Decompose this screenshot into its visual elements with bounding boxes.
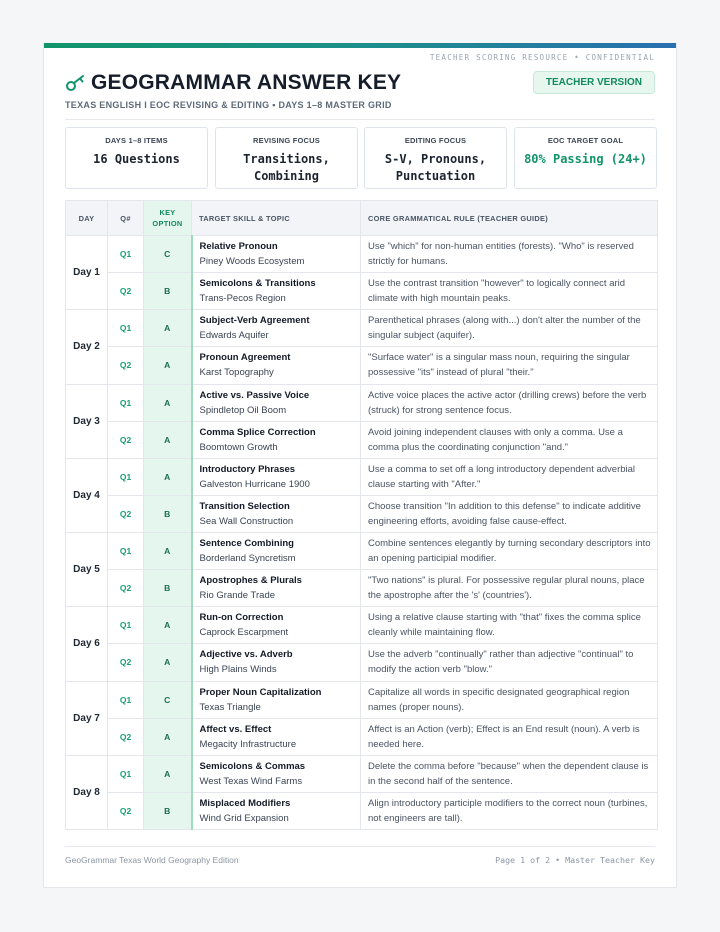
day-cell: Day 5 <box>66 533 108 607</box>
question-number: Q2 <box>108 347 144 384</box>
rule-cell: Parenthetical phrases (along with...) don't alter the number of the singular subject (aquifer). <box>361 310 658 347</box>
table-row <box>66 273 658 310</box>
skill-cell <box>192 570 361 607</box>
stat-label: REVISING FOCUS <box>253 136 320 145</box>
key-icon <box>65 74 87 92</box>
header-rule: CORE GRAMMATICAL RULE (TEACHER GUIDE) <box>361 201 658 236</box>
skill-cell <box>192 533 361 570</box>
day-cell: Day 3 <box>66 384 108 458</box>
table-header-row <box>66 201 658 236</box>
rule-cell: Capitalize all words in specific designated geographical region names (proper nouns). <box>361 681 658 718</box>
question-number: Q1 <box>108 755 144 792</box>
skill-name: Proper Noun Capitalization <box>199 686 322 698</box>
rule-cell: Choose transition "In addition to this defense" to indicate additive engineering efforts, avoiding false cause-effect. <box>361 495 658 532</box>
question-number: Q1 <box>108 607 144 644</box>
skill-name: Relative Pronoun <box>199 241 278 253</box>
skill-topic: Galveston Hurricane 1900 <box>199 478 310 490</box>
skill-topic: Caprock Escarpment <box>199 627 289 639</box>
question-number: Q2 <box>108 421 144 458</box>
rule-cell: Using a relative clause starting with "that" fixes the comma splice cleanly while maintaining flow. <box>361 607 658 644</box>
rule-cell: Combine sentences elegantly by turning secondary descriptors into an opening participial modifier. <box>361 533 658 570</box>
question-number: Q2 <box>108 644 144 681</box>
question-number: Q1 <box>108 310 144 347</box>
question-number: Q2 <box>108 570 144 607</box>
question-number: Q1 <box>108 458 144 495</box>
table-row <box>66 792 658 829</box>
rule-cell: Active voice places the active actor (drilling crews) before the verb (struck) for strong sentence focus. <box>361 384 658 421</box>
header-question: Q# <box>108 201 144 236</box>
skill-name: Sentence Combining <box>199 538 294 550</box>
skill-name: Pronoun Agreement <box>199 352 291 364</box>
skill-topic: Edwards Aquifer <box>199 330 269 342</box>
question-number: Q2 <box>108 273 144 310</box>
rule-cell: Use "which" for non-human entities (forests). "Who" is reserved strictly for humans. <box>361 236 658 273</box>
table-row <box>66 607 658 644</box>
skill-cell <box>192 607 361 644</box>
header-skill: TARGET SKILL & TOPIC <box>192 201 361 236</box>
skill-topic: Boomtown Growth <box>199 441 278 453</box>
rule-cell: Use the adverb "continually" rather than adjective "continual" to modify the action verb "blow." <box>361 644 658 681</box>
question-number: Q2 <box>108 718 144 755</box>
day-cell: Day 8 <box>66 755 108 829</box>
skill-name: Adjective vs. Adverb <box>199 649 293 661</box>
answer-key-option: A <box>144 755 192 792</box>
question-number: Q1 <box>108 384 144 421</box>
day-cell: Day 4 <box>66 458 108 532</box>
skill-cell <box>192 347 361 384</box>
skill-topic: Sea Wall Construction <box>199 515 294 527</box>
page-subtitle: TEXAS ENGLISH I EOC REVISING & EDITING • DAYS 1–8 MASTER GRID <box>65 100 392 110</box>
header-divider <box>65 119 655 120</box>
skill-name: Comma Splice Correction <box>199 426 316 438</box>
page-title: GEOGRAMMAR ANSWER KEY <box>91 71 402 94</box>
table-body <box>66 236 658 830</box>
table-row <box>66 755 658 792</box>
skill-name: Affect vs. Effect <box>199 723 272 735</box>
stat-label: DAYS 1–8 ITEMS <box>105 136 168 145</box>
header-key-line1: KEY <box>159 208 176 217</box>
answer-key-option: B <box>144 273 192 310</box>
footer-divider <box>65 846 655 847</box>
skill-topic: Texas Triangle <box>199 701 261 713</box>
answer-key-option: C <box>144 236 192 273</box>
stat-label: EDITING FOCUS <box>404 136 467 145</box>
rule-cell: Align introductory participle modifiers to the correct noun (turbines, not engineers are tall). <box>361 792 658 829</box>
table-row <box>66 718 658 755</box>
answer-key-option: B <box>144 495 192 532</box>
stat-value: 16 Questions <box>93 152 180 166</box>
skill-topic: Borderland Syncretism <box>199 553 296 565</box>
stat-card-goal <box>514 127 657 189</box>
stat-card-revising <box>215 127 358 189</box>
skill-topic: Spindletop Oil Boom <box>199 404 287 416</box>
rule-cell: Use a comma to set off a long introductory dependent adverbial clause starting with "After." <box>361 458 658 495</box>
confidential-label: TEACHER SCORING RESOURCE • CONFIDENTIAL <box>429 53 655 62</box>
stat-value: S-V, Pronouns, Punctuation <box>384 152 487 183</box>
skill-cell <box>192 495 361 532</box>
skill-name: Transition Selection <box>199 500 290 512</box>
answer-key-option: A <box>144 384 192 421</box>
question-number: Q1 <box>108 533 144 570</box>
answer-key-option: B <box>144 792 192 829</box>
skill-name: Misplaced Modifiers <box>199 797 291 809</box>
answer-key-option: A <box>144 533 192 570</box>
skill-topic: Piney Woods Ecosystem <box>199 256 305 268</box>
skill-cell <box>192 718 361 755</box>
day-cell: Day 7 <box>66 681 108 755</box>
table-row <box>66 533 658 570</box>
table-row <box>66 681 658 718</box>
answer-key-option: A <box>144 644 192 681</box>
skill-cell <box>192 644 361 681</box>
skill-topic: Rio Grande Trade <box>199 590 276 602</box>
rule-cell: Avoid joining independent clauses with only a comma. Use a comma plus the coordinating conjunction "and." <box>361 421 658 458</box>
skill-topic: Karst Topography <box>199 367 274 379</box>
skill-topic: Megacity Infrastructure <box>199 738 297 750</box>
table-row <box>66 384 658 421</box>
rule-cell: Affect is an Action (verb); Effect is an End result (noun). A verb is needed here. <box>361 718 658 755</box>
answer-key-option: B <box>144 570 192 607</box>
header-day: DAY <box>66 201 108 236</box>
skill-name: Semicolons & Transitions <box>199 278 316 290</box>
answer-key-option: A <box>144 607 192 644</box>
footer-page-number: Page 1 of 2 • Master Teacher Key <box>495 855 655 865</box>
stat-value: Transitions, Combining <box>243 152 330 183</box>
stat-card-items <box>65 127 208 189</box>
rule-cell: Delete the comma before "because" when the dependent clause is in the second half of the sentence. <box>361 755 658 792</box>
table-row <box>66 495 658 532</box>
skill-name: Subject-Verb Agreement <box>199 315 310 327</box>
table-row <box>66 644 658 681</box>
answer-key-option: A <box>144 347 192 384</box>
question-number: Q1 <box>108 236 144 273</box>
stat-value: 80% Passing (24+) <box>524 152 647 166</box>
rule-cell: Use the contrast transition "however" to logically connect arid climate with high mountain peaks. <box>361 273 658 310</box>
accent-bar <box>44 43 676 48</box>
skill-cell <box>192 458 361 495</box>
rule-cell: "Surface water" is a singular mass noun, requiring the singular possessive "its" instead of plural "their." <box>361 347 658 384</box>
skill-name: Semicolons & Commas <box>199 760 306 772</box>
skill-cell <box>192 681 361 718</box>
skill-name: Apostrophes & Plurals <box>199 575 302 587</box>
rule-cell: "Two nations" is plural. For possessive regular plural nouns, place the apostrophe after the 's' (countries'). <box>361 570 658 607</box>
skill-cell <box>192 755 361 792</box>
stat-card-editing <box>364 127 507 189</box>
skill-name: Active vs. Passive Voice <box>199 389 310 401</box>
skill-cell <box>192 236 361 273</box>
table-row <box>66 310 658 347</box>
skill-cell <box>192 310 361 347</box>
day-cell: Day 2 <box>66 310 108 384</box>
skill-topic: Wind Grid Expansion <box>199 812 289 824</box>
question-number: Q2 <box>108 792 144 829</box>
table-row <box>66 347 658 384</box>
answer-key-option: A <box>144 421 192 458</box>
answer-key-option: A <box>144 718 192 755</box>
table-row <box>66 236 658 273</box>
skill-topic: West Texas Wind Farms <box>199 775 303 787</box>
skill-cell <box>192 421 361 458</box>
teacher-version-badge: TEACHER VERSION <box>533 71 655 94</box>
answer-key-option: A <box>144 310 192 347</box>
answer-key-option: A <box>144 458 192 495</box>
header-key-option <box>144 201 192 236</box>
question-number: Q1 <box>108 681 144 718</box>
skill-cell <box>192 792 361 829</box>
skill-topic: High Plains Winds <box>199 664 277 676</box>
skill-cell <box>192 273 361 310</box>
day-cell: Day 6 <box>66 607 108 681</box>
footer-edition: GeoGrammar Texas World Geography Edition <box>65 855 239 865</box>
header-key-line2: OPTION <box>152 219 183 228</box>
skill-name: Run-on Correction <box>199 612 284 624</box>
question-number: Q2 <box>108 495 144 532</box>
table-row <box>66 458 658 495</box>
answer-key-table <box>65 200 658 830</box>
page-header <box>65 71 655 110</box>
stat-label: EOC TARGET GOAL <box>547 136 624 145</box>
table-row <box>66 570 658 607</box>
skill-name: Introductory Phrases <box>199 463 296 475</box>
answer-key-option: C <box>144 681 192 718</box>
skill-cell <box>192 384 361 421</box>
skill-topic: Trans-Pecos Region <box>199 293 286 305</box>
stats-row <box>65 127 657 189</box>
answer-key-page <box>43 43 677 888</box>
table-row <box>66 421 658 458</box>
day-cell: Day 1 <box>66 236 108 310</box>
